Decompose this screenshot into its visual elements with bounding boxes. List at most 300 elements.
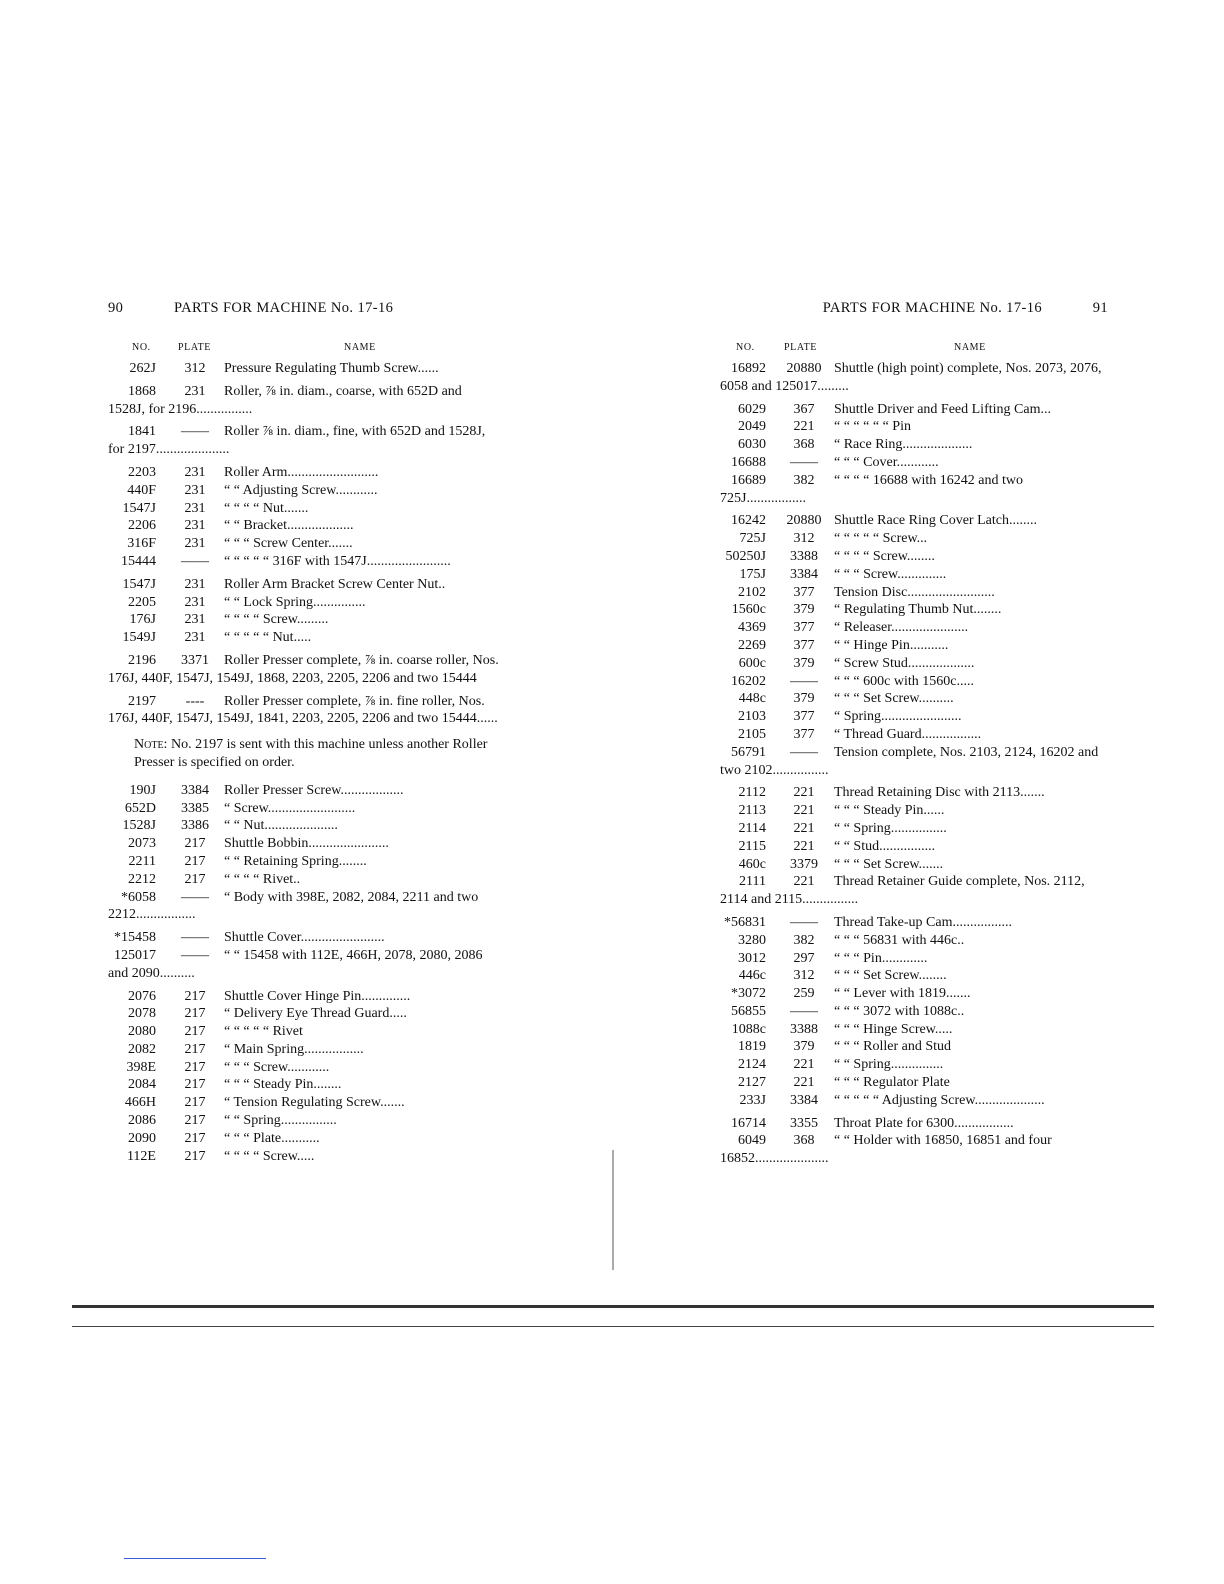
plate-number: 377 [793, 620, 815, 636]
part-name: “ “ “ Roller and Stud [834, 1039, 952, 1055]
part-name: “ “ Holder with 16850, 16851 and four 16852..................... [720, 1133, 1056, 1167]
plate-number: 312 [184, 361, 206, 376]
list-item [720, 950, 1108, 968]
part-number: 2073 [128, 836, 156, 852]
part-number: 6030 [738, 437, 766, 453]
parts-list [108, 782, 500, 1166]
plate-number: 221 [793, 874, 815, 890]
plate-number: —— [181, 889, 209, 905]
part-name: “ “ Stud................ [834, 838, 936, 854]
page-number: 91 [1092, 300, 1108, 316]
part-name: “ “ Spring................ [834, 820, 947, 836]
list-item [108, 576, 500, 594]
list-item [720, 967, 1108, 985]
list-item [720, 914, 1108, 932]
part-name: Roller Arm.......................... [224, 464, 379, 480]
column-header-plate: PLATE [178, 342, 211, 353]
part-name: “ “ “ “ “ Screw... [834, 531, 928, 547]
part-number: 2080 [128, 1024, 156, 1040]
part-name: “ Releaser...................... [834, 620, 969, 636]
part-number: 15444 [121, 553, 156, 569]
plate-number: 3384 [790, 566, 818, 582]
plate-number: 3384 [790, 1092, 818, 1108]
part-number: 16892 [731, 361, 766, 376]
part-number: 2102 [738, 584, 766, 600]
part-number: 112E [126, 1148, 156, 1164]
plate-number: 231 [184, 482, 206, 498]
part-name: Shuttle Cover........................ [224, 930, 385, 946]
plate-number: 231 [184, 464, 206, 480]
list-item [720, 726, 1108, 744]
plate-number: 231 [184, 383, 206, 399]
part-number: 1549J [122, 630, 156, 646]
part-name: “ “ “ “ “ Rivet [224, 1024, 303, 1040]
part-number: 175J [739, 566, 766, 582]
part-name: “ “ “ Cover............ [834, 454, 939, 470]
part-number: 2086 [128, 1113, 156, 1129]
plate-number: 217 [184, 1041, 206, 1057]
part-number: 3012 [738, 950, 766, 966]
part-name: Shuttle Cover Hinge Pin.............. [224, 988, 411, 1004]
part-number: 56855 [731, 1003, 766, 1019]
part-number: 2103 [738, 709, 766, 725]
part-name: Shuttle (high point) complete, Nos. 2073, 2076, 6058 and 125017......... [720, 361, 1106, 394]
part-number: 2049 [738, 419, 766, 435]
part-name: Roller ⅞ in. diam., fine, with 652D and 1528J, for 2197..................... [108, 424, 489, 458]
note [134, 736, 504, 772]
part-number: 2090 [128, 1130, 156, 1146]
plate-number: 217 [184, 1113, 206, 1129]
plate-number: 3388 [790, 1021, 818, 1037]
part-number: 6049 [738, 1133, 766, 1149]
part-name: Roller Presser complete, ⅞ in. coarse roller, Nos. 176J, 440F, 1547J, 1549J, 1868, 2203, 2205, 2206 and two 15444 [108, 652, 503, 686]
column-headers [720, 342, 1108, 360]
part-name: “ “ “ Plate........... [224, 1130, 320, 1146]
part-number: 600c [738, 655, 766, 671]
list-item [720, 584, 1108, 602]
list-item [720, 985, 1108, 1003]
list-item [108, 629, 500, 647]
list-item [108, 1041, 500, 1059]
bottom-rule [72, 1326, 1154, 1327]
list-item [720, 690, 1108, 708]
list-item [720, 1115, 1108, 1133]
plate-number: 3385 [181, 800, 209, 816]
list-item [720, 454, 1108, 472]
list-item [108, 1148, 500, 1166]
plate-number: 379 [793, 655, 815, 671]
part-name: “ “ “ Pin............. [834, 950, 928, 966]
part-number: 6029 [738, 401, 766, 417]
plate-number: 231 [184, 576, 206, 592]
part-name: “ “ Lever with 1819....... [834, 986, 971, 1002]
plate-number: 231 [184, 594, 206, 610]
part-name: “ “ “ 3072 with 1088c.. [834, 1003, 965, 1019]
plate-number: 3379 [790, 856, 818, 872]
link-underline [124, 1558, 266, 1559]
list-item [108, 1059, 500, 1077]
part-number: 1819 [738, 1039, 766, 1055]
column-header-no: NO. [736, 342, 755, 353]
part-name: Tension complete, Nos. 2103, 2124, 16202 and two 2102................ [720, 744, 1102, 778]
part-name: “ Screw......................... [224, 800, 356, 816]
plate-number: 20880 [786, 513, 822, 529]
part-name: Roller Presser complete, ⅞ in. fine roller, Nos. 176J, 440F, 1547J, 1549J, 1841, 2203, 2205, 2206 and two 15444...... [108, 693, 498, 727]
part-name: “ “ “ “ Nut....... [224, 500, 309, 516]
plate-number: 379 [793, 602, 815, 618]
plate-number: 367 [793, 401, 815, 417]
list-item [720, 802, 1108, 820]
part-number: 2197 [128, 693, 156, 709]
part-name: “ Tension Regulating Screw....... [224, 1095, 405, 1111]
parts-list [720, 360, 1108, 1168]
part-name: “ “ “ Screw.............. [834, 566, 947, 582]
plate-number: 221 [793, 1075, 815, 1091]
part-name: “ “ “ Screw............ [224, 1059, 330, 1075]
plate-number: —— [790, 673, 818, 689]
part-number: 2212 [128, 871, 156, 887]
plate-number: 221 [793, 803, 815, 819]
part-number: 2114 [738, 820, 766, 836]
running-head [720, 300, 1108, 320]
part-number: 1841 [128, 424, 156, 440]
list-item [720, 619, 1108, 637]
part-number: 316F [127, 536, 156, 552]
plate-number: —— [790, 454, 818, 470]
part-number: 460c [738, 856, 766, 872]
plate-number: 379 [793, 1039, 815, 1055]
list-item [720, 360, 1108, 396]
part-number: 125017 [114, 947, 156, 963]
part-name: Roller Arm Bracket Screw Center Nut.. [224, 576, 446, 592]
part-number: 2082 [128, 1041, 156, 1057]
list-item [720, 637, 1108, 655]
plate-number: 221 [793, 419, 815, 435]
plate-number: 377 [793, 584, 815, 600]
list-item [108, 947, 500, 983]
list-item [108, 817, 500, 835]
list-item [108, 535, 500, 553]
column-headers [108, 342, 500, 360]
part-number: 190J [129, 782, 156, 798]
plate-number: 3388 [790, 548, 818, 564]
part-number: 3280 [738, 932, 766, 948]
part-name: “ Race Ring.................... [834, 437, 973, 453]
plate-number: 221 [793, 1057, 815, 1073]
part-number: 2269 [738, 637, 766, 653]
list-item [720, 1038, 1108, 1056]
right-page [720, 300, 1108, 1168]
part-number: 233J [739, 1092, 766, 1108]
column-header-name: NAME [344, 342, 376, 353]
list-item [720, 530, 1108, 548]
part-number: 440F [127, 482, 156, 498]
plate-number: 217 [184, 1059, 206, 1075]
part-name: “ “ “ “ Screw......... [224, 612, 329, 628]
page-number: 90 [108, 300, 124, 316]
list-item [720, 512, 1108, 530]
plate-number: —— [181, 553, 209, 569]
part-number: *15458 [114, 930, 156, 946]
part-name: Shuttle Race Ring Cover Latch........ [834, 513, 1037, 529]
list-item [108, 360, 500, 378]
part-number: *56831 [724, 914, 766, 930]
list-item [720, 472, 1108, 508]
part-name: “ “ Spring............... [834, 1057, 944, 1073]
part-number: 2105 [738, 726, 766, 742]
list-item [720, 401, 1108, 419]
list-item [108, 1076, 500, 1094]
part-name: “ Spring....................... [834, 709, 962, 725]
part-name: Thread Retainer Guide complete, Nos. 2112, 2114 and 2115................ [720, 874, 1089, 908]
plate-number: 3386 [181, 818, 209, 834]
part-name: Thread Take-up Cam................. [834, 914, 1012, 930]
list-item [720, 1074, 1108, 1092]
part-number: 2203 [128, 464, 156, 480]
part-name: Roller, ⅞ in. diam., coarse, with 652D and 1528J, for 2196................ [108, 383, 466, 417]
plate-number: 377 [793, 637, 815, 653]
part-number: 16689 [731, 472, 766, 488]
plate-number: 368 [793, 1133, 815, 1149]
plate-number: 231 [184, 612, 206, 628]
part-name: “ “ Bracket................... [224, 518, 354, 534]
plate-number: 217 [184, 853, 206, 869]
bottom-rule [72, 1305, 1154, 1308]
plate-number: 3355 [790, 1115, 818, 1131]
list-item [720, 1021, 1108, 1039]
plate-number: 217 [184, 1024, 206, 1040]
plate-number: 221 [793, 820, 815, 836]
list-item [108, 500, 500, 518]
left-page [108, 300, 503, 1165]
running-title: PARTS FOR MACHINE No. 17-16 [174, 300, 394, 316]
part-number: 16202 [731, 673, 766, 689]
part-name: “ “ “ Regulator Plate [834, 1075, 950, 1091]
plate-number: 231 [184, 536, 206, 552]
part-number: 2124 [738, 1057, 766, 1073]
part-number: 2111 [739, 874, 766, 890]
plate-number: 217 [184, 1006, 206, 1022]
part-number: 2115 [738, 838, 766, 854]
running-title: PARTS FOR MACHINE No. 17-16 [822, 300, 1042, 316]
gutter-mark [612, 1150, 614, 1270]
part-name: “ Body with 398E, 2082, 2084, 2211 and two 2212................. [108, 889, 482, 923]
part-name: “ “ “ “ Screw..... [224, 1148, 315, 1164]
part-name: “ “ 15458 with 112E, 466H, 2078, 2080, 2086 and 2090.......... [108, 947, 486, 981]
part-name: “ “ Adjusting Screw............ [224, 482, 378, 498]
part-name: “ Screw Stud................... [834, 655, 975, 671]
plate-number: 217 [184, 1148, 206, 1164]
plate-number: 217 [184, 1130, 206, 1146]
part-name: Roller Presser Screw.................. [224, 782, 404, 798]
plate-number: 259 [793, 986, 815, 1002]
list-item [108, 871, 500, 889]
list-item [720, 1132, 1108, 1168]
list-item [720, 436, 1108, 454]
plate-number: 312 [793, 531, 815, 547]
plate-number: 297 [793, 950, 815, 966]
plate-number: 379 [793, 691, 815, 707]
list-item [720, 566, 1108, 584]
part-name: “ “ “ “ “ Nut..... [224, 630, 312, 646]
plate-number: 221 [793, 838, 815, 854]
note-label: Note: [134, 737, 168, 753]
part-name: “ “ Retaining Spring........ [224, 853, 367, 869]
list-item [108, 383, 500, 419]
part-number: 398E [126, 1059, 156, 1075]
list-item [108, 1005, 500, 1023]
part-number: *6058 [121, 889, 156, 905]
part-number: 2196 [128, 652, 156, 668]
part-name: “ “ “ “ Screw........ [834, 548, 935, 564]
part-name: “ “ “ Steady Pin...... [834, 803, 945, 819]
list-item [720, 655, 1108, 673]
part-name: “ “ Hinge Pin........... [834, 637, 949, 653]
part-number: 466H [124, 1095, 156, 1111]
list-item [108, 464, 500, 482]
part-name: “ Delivery Eye Thread Guard..... [224, 1006, 407, 1022]
part-number: 2211 [128, 853, 156, 869]
list-item [108, 988, 500, 1006]
part-name: “ Main Spring................. [224, 1041, 364, 1057]
list-item [720, 744, 1108, 780]
list-item [108, 853, 500, 871]
part-name: “ “ “ Set Screw.......... [834, 691, 954, 707]
part-number: 56791 [731, 744, 766, 760]
part-name: Pressure Regulating Thumb Screw...... [224, 361, 439, 376]
list-item [720, 1092, 1108, 1110]
plate-number: 217 [184, 836, 206, 852]
list-item [720, 873, 1108, 909]
list-item [720, 673, 1108, 691]
note-text: No. 2197 is sent with this machine unless another Roller Presser is specified on order. [134, 737, 488, 770]
plate-number: 217 [184, 871, 206, 887]
running-head [108, 300, 500, 320]
plate-number: 377 [793, 709, 815, 725]
part-name: “ “ “ Set Screw....... [834, 856, 944, 872]
part-name: “ “ Lock Spring............... [224, 594, 366, 610]
part-number: 2113 [738, 803, 766, 819]
list-item [720, 1056, 1108, 1074]
part-number: 1547J [122, 500, 156, 516]
plate-number: 217 [184, 1077, 206, 1093]
list-item [108, 517, 500, 535]
part-name: “ “ “ Set Screw........ [834, 968, 947, 984]
part-number: 1528J [122, 818, 156, 834]
plate-number: 382 [793, 932, 815, 948]
list-item [108, 652, 503, 688]
part-name: “ “ “ Screw Center....... [224, 536, 353, 552]
part-number: 2112 [738, 785, 766, 801]
plate-number: —— [790, 744, 818, 760]
part-number: 16242 [731, 513, 766, 529]
part-number: 652D [124, 800, 156, 816]
part-name: “ “ “ “ Rivet.. [224, 871, 301, 887]
list-item [108, 1130, 500, 1148]
part-name: Shuttle Driver and Feed Lifting Cam... [834, 401, 1051, 417]
list-item [720, 601, 1108, 619]
part-number: 2076 [128, 988, 156, 1004]
part-number: 1088c [731, 1021, 766, 1037]
part-number: 176J [129, 612, 156, 628]
part-name: Throat Plate for 6300................. [834, 1115, 1014, 1131]
part-number: 448c [738, 691, 766, 707]
list-item [720, 1003, 1108, 1021]
part-name: “ “ “ “ 16688 with 16242 and two 725J................. [720, 472, 1027, 506]
plate-number: —— [181, 424, 209, 440]
column-header-plate: PLATE [784, 342, 817, 353]
list-item [720, 418, 1108, 436]
list-item [720, 820, 1108, 838]
list-item [108, 929, 500, 947]
part-name: “ Regulating Thumb Nut........ [834, 602, 1002, 618]
plate-number: 368 [793, 437, 815, 453]
list-item [108, 1023, 500, 1041]
list-item [108, 611, 500, 629]
part-name: Thread Retaining Disc with 2113....... [834, 785, 1045, 801]
plate-number: 231 [184, 630, 206, 646]
part-number: 4369 [738, 620, 766, 636]
plate-number: 231 [184, 518, 206, 534]
plate-number: 3371 [181, 652, 209, 668]
plate-number: —— [181, 930, 209, 946]
plate-number: 3384 [181, 782, 209, 798]
plate-number: ---- [185, 693, 205, 709]
plate-number: 20880 [786, 361, 822, 376]
part-name: “ “ Nut..................... [224, 818, 338, 834]
list-item [720, 784, 1108, 802]
plate-number: 377 [793, 726, 815, 742]
part-name: Shuttle Bobbin....................... [224, 836, 389, 852]
list-item [720, 548, 1108, 566]
part-number: 2205 [128, 594, 156, 610]
plate-number: 382 [793, 472, 815, 488]
column-header-name: NAME [954, 342, 986, 353]
plate-number: —— [790, 1003, 818, 1019]
plate-number: 221 [793, 785, 815, 801]
part-number: 2206 [128, 518, 156, 534]
list-item [108, 482, 500, 500]
plate-number: —— [790, 914, 818, 930]
part-number: 2084 [128, 1077, 156, 1093]
part-number: 2127 [738, 1075, 766, 1091]
part-number: 725J [739, 531, 766, 547]
list-item [108, 800, 500, 818]
part-number: 1560c [731, 602, 766, 618]
parts-list [108, 360, 503, 728]
part-name: “ “ Spring................ [224, 1113, 337, 1129]
part-name: “ “ “ 600c with 1560c..... [834, 673, 974, 689]
list-item [720, 708, 1108, 726]
plate-number: 217 [184, 988, 206, 1004]
list-item [108, 423, 500, 459]
list-item [108, 835, 500, 853]
list-item [720, 838, 1108, 856]
part-number: 446c [738, 968, 766, 984]
list-item [720, 856, 1108, 874]
part-number: 1547J [122, 576, 156, 592]
part-number: 50250J [725, 548, 766, 564]
plate-number: 231 [184, 500, 206, 516]
part-number: 16688 [731, 454, 766, 470]
part-number: 1868 [128, 383, 156, 399]
plate-number: —— [181, 947, 209, 963]
list-item [108, 1094, 500, 1112]
list-item [108, 1112, 500, 1130]
plate-number: 217 [184, 1095, 206, 1111]
part-number: 262J [129, 361, 156, 376]
list-item [108, 594, 500, 612]
